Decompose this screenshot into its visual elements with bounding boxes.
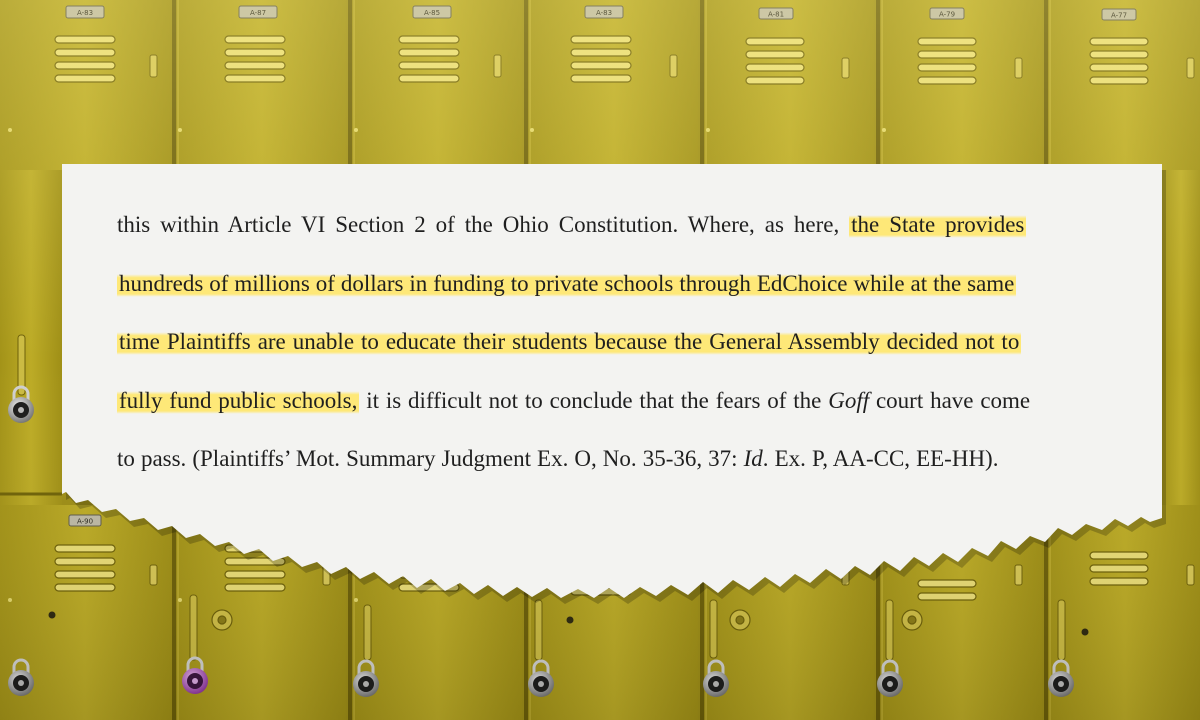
- case-name: Goff: [828, 387, 870, 413]
- highlighted-text: the State provides: [851, 212, 1025, 237]
- text-line-2: [117, 255, 1117, 314]
- text-line-4: [117, 372, 1117, 431]
- text-segment: court have come: [869, 387, 1031, 413]
- text-line-5: [117, 430, 1117, 489]
- highlighted-text: time Plaintiffs are unable to educate their students because the General Assembly decided not to: [119, 329, 1020, 354]
- citation-id: Id: [743, 446, 763, 471]
- text-segment: this within Article VI Section 2 of the Ohio Constitution. Where, as here,: [117, 212, 850, 237]
- text-segment: to pass. (Plaintiffs’ Mot. Summary Judgment Ex. O, No. 35-36, 37:: [117, 446, 744, 471]
- highlighted-text: fully fund public schools,: [119, 387, 358, 413]
- text-line-1: [117, 196, 1117, 255]
- highlighted-text: hundreds of millions of dollars in funding to private schools through EdChoice while at the same: [119, 270, 1015, 296]
- text-line-3: [117, 313, 1117, 372]
- document-excerpt: [117, 196, 1117, 489]
- text-segment: . Ex. P, AA-CC, EE-HH).: [762, 446, 999, 471]
- text-segment: it is difficult not to conclude that the fears of the: [359, 387, 829, 413]
